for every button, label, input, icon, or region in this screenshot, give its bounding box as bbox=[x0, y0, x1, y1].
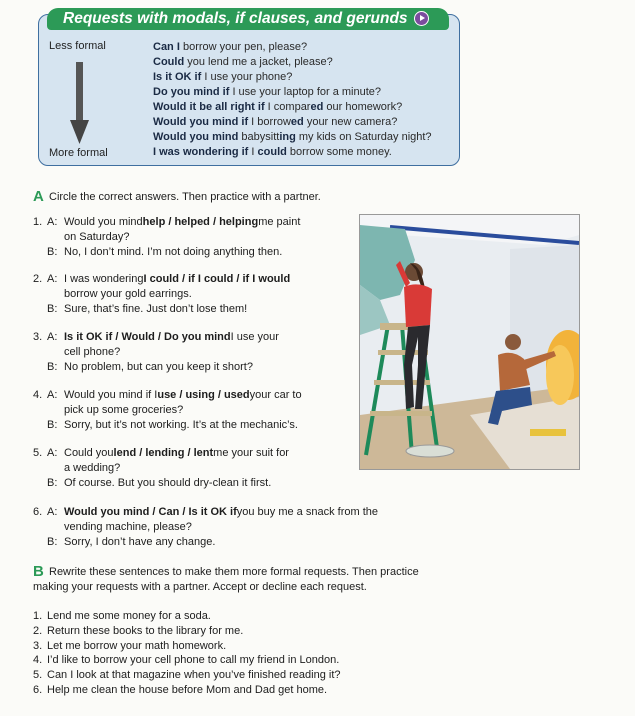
grammar-example-line: I was wondering if I could borrow some money. bbox=[153, 146, 392, 158]
rewrite-item: 6. Help me clean the house before Mom and Dad get home. bbox=[33, 683, 328, 696]
play-audio-icon[interactable] bbox=[414, 11, 429, 26]
grammar-box-title: Requests with modals, if clauses, and gerunds bbox=[47, 8, 449, 30]
section-a-instruction: Circle the correct answers. Then practice with a partner. bbox=[49, 191, 321, 203]
answer-options[interactable]: help / helped / helping bbox=[142, 216, 259, 228]
grammar-example-line: Would you mind if I borrowed your new camera? bbox=[153, 116, 398, 128]
more-formal-label: More formal bbox=[49, 147, 108, 159]
grammar-example-line: Is it OK if I use your phone? bbox=[153, 71, 293, 83]
exercise-item: 2. A: I was wondering I could / if I could / if I would borrow your gold earrings. B: Sure, that’s fine. Just don’t lose them! bbox=[33, 273, 291, 315]
section-b-items bbox=[33, 609, 341, 698]
exercise-item: 4. A: Would you mind if I use / using / used your car to pick up some groceries? B: Sorry, but it’s not working. It’s at the mechanic’s. bbox=[33, 389, 302, 431]
grammar-example-line: Could you lend me a jacket, please? bbox=[153, 56, 333, 68]
answer-options[interactable]: lend / lending / lent bbox=[113, 447, 214, 459]
painting-photo bbox=[359, 214, 580, 470]
exercise-item: 5. A: Could you lend / lending / lent me your suit for a wedding? B: Of course. But you should dry-clean it first. bbox=[33, 447, 289, 489]
rewrite-item: 5. Can I look at that magazine when you’ve finished reading it? bbox=[33, 669, 341, 682]
answer-options[interactable]: use / using / used bbox=[157, 389, 250, 401]
section-b-letter: B bbox=[33, 563, 44, 580]
grammar-example-line: Would it be all right if I compared our homework? bbox=[153, 101, 403, 113]
rewrite-item: 3. Let me borrow your math homework. bbox=[33, 639, 227, 652]
answer-options[interactable]: Would you mind / Can / Is it OK if bbox=[64, 506, 237, 518]
rewrite-item: 1. Lend me some money for a soda. bbox=[33, 610, 211, 622]
exercise-item: 3. A: Is it OK if / Would / Do you mind I use your cell phone? B: No problem, but can you keep it short? bbox=[33, 331, 279, 373]
answer-options[interactable]: Is it OK if / Would / Do you mind bbox=[64, 331, 231, 343]
rewrite-item: 2. Return these books to the library for me. bbox=[33, 624, 244, 637]
grammar-example-line: Do you mind if I use your laptop for a minute? bbox=[153, 86, 382, 98]
exercise-item: 6. A: Would you mind / Can / Is it OK if you buy me a snack from the vending machine, please? B: Sorry, I don’t have any change. bbox=[33, 506, 378, 548]
less-formal-label: Less formal bbox=[49, 40, 106, 52]
answer-options[interactable]: I could / if I could / if I would bbox=[143, 273, 291, 285]
rewrite-item: 4. I’d like to borrow your cell phone to call my friend in London. bbox=[33, 654, 340, 667]
grammar-example-line: Would you mind babysitting my kids on Saturday night? bbox=[153, 131, 432, 143]
section-b-instruction-line2: making your requests with a partner. Accept or decline each request. bbox=[33, 581, 367, 593]
exercise-item: 1. A: Would you mind help / helped / helping me paint on Saturday? B: No, I don’t mind. I’m not doing anything then. bbox=[33, 216, 301, 258]
section-b-instruction-line1: Rewrite these sentences to make them more formal requests. Then practice bbox=[49, 566, 419, 578]
down-arrow-icon bbox=[70, 62, 89, 144]
grammar-example-line: Can I borrow your pen, please? bbox=[153, 41, 308, 53]
section-a-letter: A bbox=[33, 188, 44, 205]
